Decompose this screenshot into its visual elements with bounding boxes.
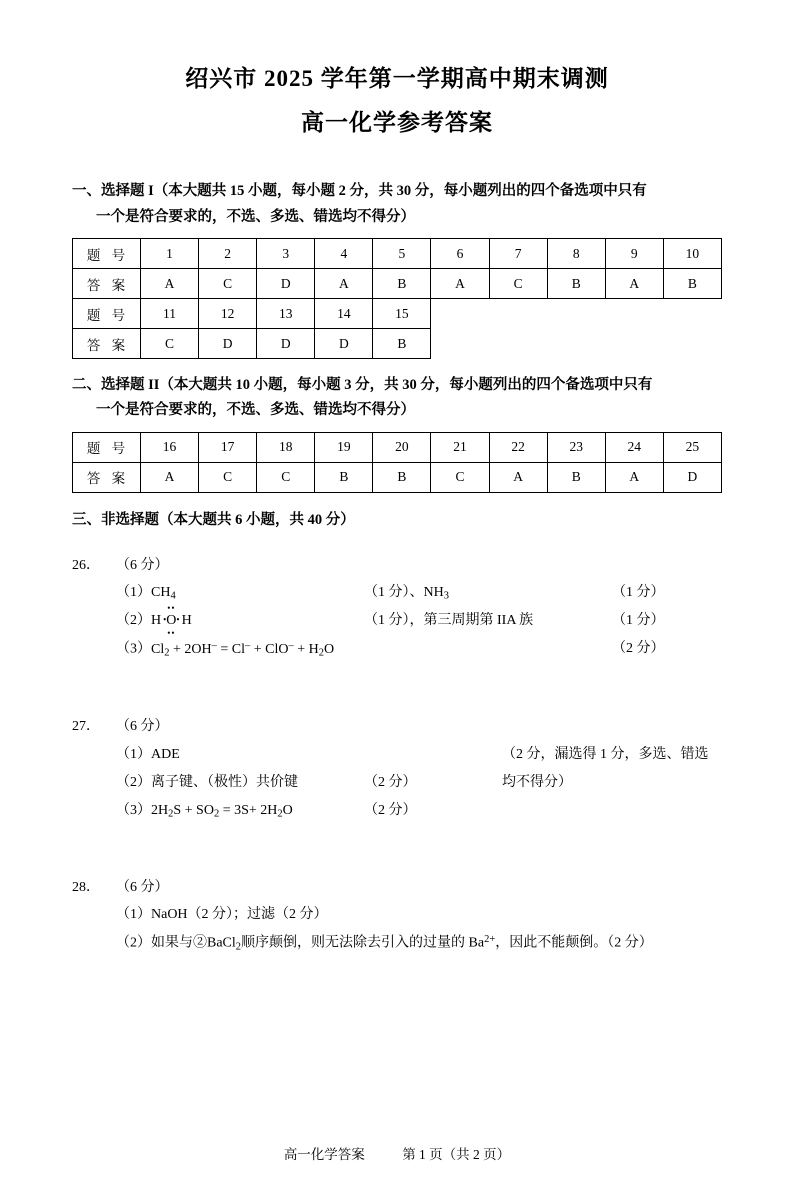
cell-blank — [663, 329, 721, 359]
cell-blank — [431, 329, 489, 359]
cell-a21: C — [431, 462, 489, 492]
table-row — [73, 299, 722, 329]
cell-a19: B — [315, 462, 373, 492]
cell-a6: A — [431, 269, 489, 299]
page-footer — [0, 1143, 794, 1163]
section-2-answer-table — [72, 432, 722, 493]
section-2-heading-line2: 一个是符合要求的，不选、多选、错选均不得分） — [96, 402, 415, 419]
cell-a23: B — [547, 462, 605, 492]
cell-q13: 13 — [257, 299, 315, 329]
cell-q15: 15 — [373, 299, 431, 329]
cell-blank — [605, 299, 663, 329]
cell-q10: 10 — [663, 239, 721, 269]
answer-equation-cl2-oh: $Cl_2 + 2OH^- = Cl^- + ClO^- + H_2O$ — [151, 640, 335, 659]
item-score-1: （1 分）、 — [364, 585, 424, 601]
cell-a22: A — [489, 462, 547, 492]
question-27 — [72, 714, 722, 825]
question-27-item-2 — [72, 769, 722, 797]
section-1-heading-line2: 一个是符合要求的，不选、多选、错选均不得分） — [96, 208, 415, 225]
cell-q4: 4 — [315, 239, 373, 269]
row-label-question: 题 号 — [73, 432, 141, 462]
answer-equation-h2s-so2: $2H_2S + SO_2 = 3S+ 2H_2O$ — [151, 802, 293, 820]
cell-q19: 19 — [315, 432, 373, 462]
item-label: （1） — [116, 585, 151, 601]
row-label-answer: 答 案 — [73, 329, 141, 359]
cell-blank — [663, 299, 721, 329]
item-label: （3） — [116, 642, 151, 658]
row-label-question: 题 号 — [73, 239, 141, 269]
cell-a3: D — [257, 269, 315, 299]
table-row — [73, 269, 722, 299]
cell-q3: 3 — [257, 239, 315, 269]
cell-blank — [547, 329, 605, 359]
answer-text: 离子键、（极性）共价键 — [151, 774, 298, 790]
cell-a5: B — [373, 269, 431, 299]
answer-sup-b: 2+ — [484, 934, 496, 946]
cell-a9: A — [605, 269, 663, 299]
cell-a12: D — [199, 329, 257, 359]
cell-q1: 1 — [141, 239, 199, 269]
document-title-block — [72, 62, 722, 141]
question-28-total-score: （6 分） — [116, 879, 169, 895]
cell-q22: 22 — [489, 432, 547, 462]
lewis-structure-h2o: H •• •• •O• H — [151, 603, 192, 639]
question-28 — [72, 875, 722, 958]
row-label-answer: 答 案 — [73, 269, 141, 299]
question-28-number — [72, 875, 722, 902]
question-27-item-3 — [72, 797, 722, 825]
cell-q7: 7 — [489, 239, 547, 269]
cell-a11: C — [141, 329, 199, 359]
answer-formula-nh3: $NH_3$ — [423, 585, 449, 603]
cell-q18: 18 — [257, 432, 315, 462]
cell-blank — [431, 299, 489, 329]
question-28-item-2 — [72, 929, 722, 958]
answer-sheet-page — [0, 62, 794, 1185]
item-score-2: （1 分） — [612, 585, 665, 601]
cell-a24: A — [605, 462, 663, 492]
section-1-heading — [72, 179, 722, 230]
cell-blank — [547, 299, 605, 329]
cell-blank — [489, 329, 547, 359]
item-label: （2） — [116, 613, 151, 629]
cell-a7: C — [489, 269, 547, 299]
cell-a4: A — [315, 269, 373, 299]
section-2-heading-line1: 二、选择题 II（本大题共 10 小题，每小题 3 分，共 30 分，每小题列出的四个备选项中只有 — [72, 377, 653, 394]
cell-q5: 5 — [373, 239, 431, 269]
item-label: （2） — [116, 774, 151, 790]
cell-q17: 17 — [199, 432, 257, 462]
section-3-heading: 三、非选择题（本大题共 6 小题，共 40 分） — [72, 511, 355, 528]
answer-formula-ch4: $CH_4$ — [151, 585, 176, 603]
section-1-heading-line1: 一、选择题 I（本大题共 15 小题，每小题 2 分，共 30 分，每小题列出的四个备选项中只有 — [72, 183, 647, 200]
cell-q12: 12 — [199, 299, 257, 329]
item-score: （2 分） — [364, 802, 417, 818]
cell-q16: 16 — [141, 432, 199, 462]
question-27-number — [72, 714, 722, 741]
item-score: （2 分，漏选得 1 分，多选、错选均不得分） — [502, 746, 709, 790]
question-26-label: 26． — [72, 557, 100, 573]
cell-a18: C — [257, 462, 315, 492]
answer-text-b: 顺序颠倒，则无法除去引入的过量的 Ba — [241, 936, 485, 952]
table-row — [73, 329, 722, 359]
item-score-1: （1 分），第三周期第 IIA 族 — [364, 613, 534, 629]
section-2-heading — [72, 373, 722, 424]
question-28-label: 28． — [72, 879, 100, 895]
item-label: （1） — [116, 907, 151, 923]
page-title: 绍兴市 2025 学年第一学期高中期末调测 — [185, 66, 609, 91]
cell-blank — [489, 299, 547, 329]
cell-a2: C — [199, 269, 257, 299]
cell-q20: 20 — [373, 432, 431, 462]
cell-q21: 21 — [431, 432, 489, 462]
cell-q25: 25 — [663, 432, 721, 462]
item-label: （2） — [116, 936, 151, 952]
item-score-2: （1 分） — [612, 613, 665, 629]
item-label: （3） — [116, 802, 151, 818]
item-score: （2 分） — [364, 774, 417, 790]
item-label: （1） — [116, 746, 151, 762]
item-score-2: （2 分） — [612, 641, 665, 657]
cell-a13: D — [257, 329, 315, 359]
question-28-item-1 — [72, 901, 722, 929]
row-label-answer: 答 案 — [73, 462, 141, 492]
page-subtitle: 高一化学参考答案 — [301, 109, 493, 135]
answer-text-c: ，因此不能颠倒。（2 分） — [495, 936, 653, 952]
cell-q8: 8 — [547, 239, 605, 269]
cell-blank — [605, 329, 663, 359]
question-26-number — [72, 553, 722, 580]
cell-q2: 2 — [199, 239, 257, 269]
cell-q9: 9 — [605, 239, 663, 269]
answer-sub-a: 2 — [235, 941, 242, 953]
table-row — [73, 432, 722, 462]
question-26-item-3 — [72, 635, 722, 664]
cell-a14: D — [315, 329, 373, 359]
question-26 — [72, 553, 722, 664]
question-26-total-score: （6 分） — [116, 557, 169, 573]
table-row — [73, 462, 722, 492]
answer-text: ADE — [151, 746, 180, 762]
row-label-question: 题 号 — [73, 299, 141, 329]
cell-a17: C — [199, 462, 257, 492]
cell-a15: B — [373, 329, 431, 359]
cell-q14: 14 — [315, 299, 373, 329]
question-27-total-score: （6 分） — [116, 719, 169, 735]
footer-left: 高一化学答案 — [283, 1147, 365, 1162]
question-27-label: 27． — [72, 719, 100, 735]
answer-text-a: 如果与②BaCl — [151, 936, 236, 952]
cell-a20: B — [373, 462, 431, 492]
cell-q6: 6 — [431, 239, 489, 269]
cell-a25: D — [663, 462, 721, 492]
answer-text: NaOH（2 分）；过滤（2 分） — [151, 907, 328, 923]
footer-right: 第 1 页（共 2 页） — [402, 1147, 511, 1162]
cell-q24: 24 — [605, 432, 663, 462]
section-1-answer-table — [72, 238, 722, 359]
cell-q23: 23 — [547, 432, 605, 462]
cell-a1: A — [141, 269, 199, 299]
cell-a10: B — [663, 269, 721, 299]
question-26-item-2 — [72, 603, 722, 639]
table-row — [73, 239, 722, 269]
cell-a16: A — [141, 462, 199, 492]
cell-q11: 11 — [141, 299, 199, 329]
cell-a8: B — [547, 269, 605, 299]
